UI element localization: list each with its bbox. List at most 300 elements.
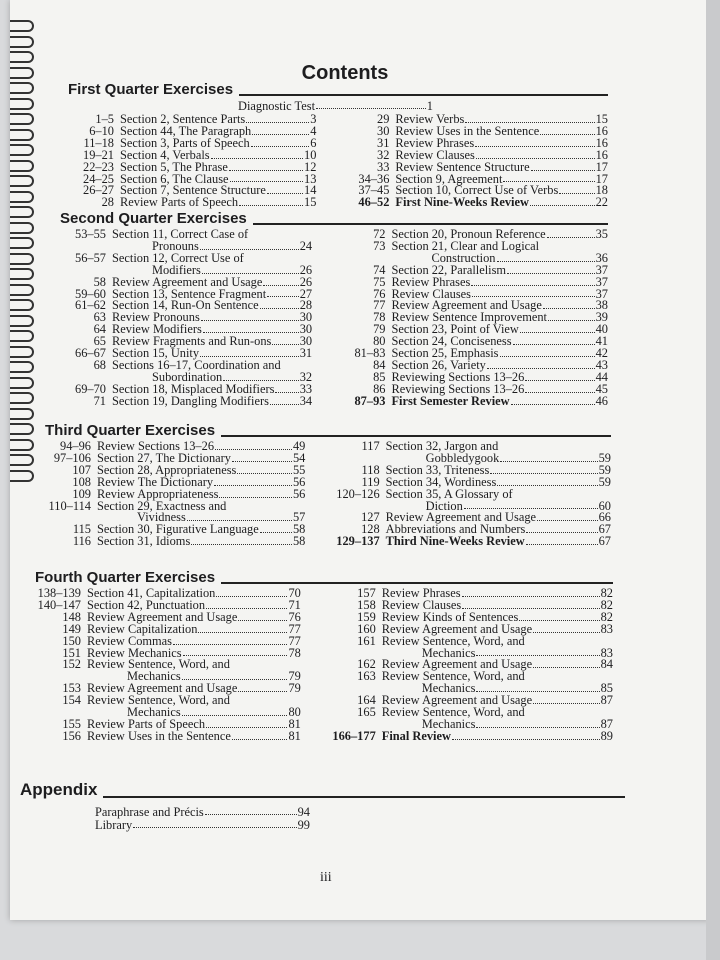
spiral-coil xyxy=(10,129,34,141)
entry-title: Section 26, Variety xyxy=(391,357,486,372)
spiral-coil xyxy=(10,315,34,327)
exercise-number: 158 xyxy=(357,597,376,612)
spiral-coil xyxy=(10,144,34,156)
dot-leader xyxy=(530,197,595,206)
exercise-number: 87–93 xyxy=(354,393,386,408)
entry-page: 26 xyxy=(299,262,313,277)
exercise-number: 66–67 xyxy=(75,346,106,361)
entry-title: Review Clauses xyxy=(395,147,475,162)
entry-title: Modifiers xyxy=(152,262,201,277)
entry-title: Review Phrases xyxy=(395,135,475,150)
dot-leader xyxy=(465,114,594,123)
toc-column-left xyxy=(45,441,305,548)
dot-leader xyxy=(211,150,303,159)
spiral-coil xyxy=(10,113,34,125)
exercise-number: 162 xyxy=(357,657,376,672)
exercise-number: 19–21 xyxy=(83,147,114,162)
toc-entry xyxy=(343,197,608,209)
exercise-number: 68 xyxy=(93,357,106,372)
book-page xyxy=(10,0,710,920)
spiral-coil xyxy=(10,253,34,265)
dot-leader xyxy=(476,648,599,657)
section-heading xyxy=(60,209,608,227)
entry-page: 66 xyxy=(598,510,611,525)
exercise-number: 148 xyxy=(62,609,81,624)
entry-page: 89 xyxy=(600,728,613,743)
entry-text xyxy=(112,250,313,277)
dot-leader xyxy=(500,348,595,357)
section-heading-text: Fourth Quarter Exercises xyxy=(35,569,216,586)
entry-title: Section 11, Correct Case of xyxy=(112,227,249,241)
entry-text xyxy=(97,536,305,548)
entry-title: Section 3, Parts of Speech xyxy=(120,135,250,150)
entry-title: Review Pronouns xyxy=(112,310,200,325)
entry-page: 37 xyxy=(595,262,608,277)
entry-line xyxy=(97,498,305,513)
dot-leader xyxy=(206,600,287,609)
entry-title: Gobbledygook xyxy=(425,450,500,465)
exercise-number: 97–106 xyxy=(53,450,91,465)
exercise-number: 78 xyxy=(373,310,386,325)
exercise-number: 71 xyxy=(93,393,106,408)
entry-page: 82 xyxy=(600,586,613,600)
toc-entry xyxy=(60,357,313,384)
section-heading xyxy=(35,568,613,586)
entry-line xyxy=(87,659,301,671)
dot-leader xyxy=(507,265,595,274)
exercise-number: 107 xyxy=(72,462,91,477)
dot-leader xyxy=(452,731,600,740)
entry-page: 49 xyxy=(292,439,306,453)
entry-title: Review Phrases xyxy=(381,586,461,600)
spiral-coil xyxy=(10,330,34,342)
exercise-number: 28 xyxy=(101,195,114,210)
exercise-number: 127 xyxy=(361,510,380,525)
dot-leader xyxy=(540,126,594,135)
entry-page: 15 xyxy=(595,112,608,126)
entry-text xyxy=(385,486,611,513)
entry-title: Review Uses in the Sentence xyxy=(87,728,231,743)
entry-page: 26 xyxy=(299,274,313,289)
entry-title: Section 28, Appropriateness xyxy=(97,462,237,477)
exercise-number: 163 xyxy=(357,669,376,684)
dot-leader xyxy=(476,683,599,692)
entry-line xyxy=(382,671,613,683)
entry-page: 80 xyxy=(288,705,301,720)
entry-page: 31 xyxy=(299,346,313,361)
dot-leader xyxy=(246,114,309,123)
entry-title: Review Appropriateness xyxy=(97,486,219,501)
dot-leader xyxy=(215,441,292,450)
toc-entry xyxy=(334,441,611,465)
entry-page: 12 xyxy=(304,159,317,174)
toc-entry xyxy=(330,633,613,660)
entry-title: Diction xyxy=(425,498,463,513)
exercise-number: 64 xyxy=(93,322,106,337)
spiral-coil xyxy=(10,423,34,435)
entry-page: 30 xyxy=(299,322,313,337)
spiral-coil xyxy=(10,268,34,280)
dot-leader xyxy=(203,324,299,333)
dot-leader xyxy=(519,612,599,621)
entry-title: Third Nine-Weeks Review xyxy=(385,534,525,549)
toc-entry xyxy=(334,536,611,548)
entry-title: Section 15, Unity xyxy=(112,346,200,361)
entry-page: 1 xyxy=(426,99,433,113)
toc-entry xyxy=(45,536,305,548)
toc-entry xyxy=(330,671,613,695)
entry-title: Review Sentence Structure xyxy=(395,159,530,174)
entry-page: 15 xyxy=(304,195,317,210)
exercise-number: 138–139 xyxy=(37,586,81,600)
entry-title: Review Uses in the Sentence xyxy=(395,123,540,138)
dot-leader xyxy=(526,524,597,533)
entry-title: Section 6, The Clause xyxy=(120,171,229,186)
spiral-binding xyxy=(10,20,38,880)
dot-leader xyxy=(476,150,595,159)
entry-title: Reviewing Sections 13–26 xyxy=(391,369,525,384)
heading-rule xyxy=(221,435,611,437)
entry-page: 27 xyxy=(299,286,313,301)
entry-title: Mechanics xyxy=(421,645,476,660)
toc-entry xyxy=(60,393,313,408)
dot-leader xyxy=(533,624,599,633)
entry-page: 10 xyxy=(304,147,317,162)
entry-title: Section 27, The Dictionary xyxy=(97,450,231,465)
entry-title: Review Mechanics xyxy=(87,645,182,660)
spiral-coil xyxy=(10,392,34,404)
exercise-number: 115 xyxy=(72,522,91,537)
entry-page: 41 xyxy=(595,334,608,349)
exercise-number: 157 xyxy=(357,586,376,600)
entry-page: 67 xyxy=(598,522,611,537)
exercise-number: 76 xyxy=(373,286,386,301)
entry-page: 79 xyxy=(288,681,301,696)
section-second-quarter xyxy=(60,209,608,408)
entry-title: Section 35, A Glossary of xyxy=(385,486,513,501)
entry-page: 43 xyxy=(595,357,608,372)
exercise-number: 116 xyxy=(72,534,91,549)
entry-page: 56 xyxy=(292,474,306,489)
entry-title: Section 24, Conciseness xyxy=(391,334,512,349)
spiral-coil xyxy=(10,191,34,203)
dot-leader xyxy=(267,185,303,194)
dot-leader xyxy=(263,277,298,286)
exercise-number: 61–62 xyxy=(75,298,106,313)
exercise-number: 26–27 xyxy=(83,183,114,198)
spiral-coil xyxy=(10,20,34,32)
entry-title: Section 33, Triteness xyxy=(385,462,490,477)
exercise-number: 58 xyxy=(93,274,106,289)
toc-entry xyxy=(68,197,316,209)
dot-leader xyxy=(198,624,287,633)
entry-title: Review Clauses xyxy=(381,597,462,612)
spiral-coil xyxy=(10,206,34,218)
entry-page: 22 xyxy=(595,195,608,210)
entry-page: 84 xyxy=(600,657,613,672)
dot-leader xyxy=(471,277,594,286)
exercise-number: 140–147 xyxy=(37,597,81,612)
dot-leader xyxy=(173,636,287,645)
exercise-number: 24–25 xyxy=(83,171,114,186)
entry-title: Section 13, Sentence Fragment xyxy=(112,286,267,301)
entry-title: Section 25, Emphasis xyxy=(391,346,499,361)
dot-leader xyxy=(497,253,595,262)
section-heading xyxy=(45,421,611,439)
exercise-number: 72 xyxy=(373,227,386,241)
dot-leader xyxy=(200,348,299,357)
entry-title: Section 30, Figurative Language xyxy=(97,522,259,537)
dot-leader xyxy=(270,396,299,405)
dot-leader xyxy=(272,336,298,345)
entry-title: Construction xyxy=(431,250,496,265)
entry-title: Review Agreement and Usage xyxy=(87,609,238,624)
dot-leader xyxy=(182,671,288,680)
exercise-number: 75 xyxy=(373,274,386,289)
entry-title: Review Fragments and Run-ons xyxy=(112,334,272,349)
exercise-number: 151 xyxy=(62,645,81,660)
entry-title: Review Sentence, Word, and xyxy=(87,657,230,672)
dot-leader xyxy=(238,683,287,692)
entry-text xyxy=(381,633,613,660)
entry-page: 59 xyxy=(598,450,611,465)
entry-page: 58 xyxy=(292,534,306,549)
dot-leader xyxy=(260,524,292,533)
entry-title: Final Review xyxy=(381,728,451,743)
spiral-coil xyxy=(10,284,34,296)
entry-title: Section 19, Dangling Modifiers xyxy=(112,393,269,408)
entry-title: Section 18, Misplaced Modifiers xyxy=(112,381,275,396)
dot-leader xyxy=(464,501,598,510)
exercise-number: 33 xyxy=(377,159,390,174)
exercise-number: 56–57 xyxy=(75,250,106,265)
entry-page: 30 xyxy=(299,334,313,349)
page-edge xyxy=(706,0,720,960)
exercise-number: 164 xyxy=(357,693,376,708)
toc-entry xyxy=(330,728,613,743)
entry-line xyxy=(87,695,301,707)
exercise-number: 46–52 xyxy=(358,195,390,210)
entry-title: Paraphrase and Précis xyxy=(95,805,204,819)
entry-page: 34 xyxy=(299,393,313,408)
entry-title: Diagnostic Test xyxy=(238,99,316,113)
exercise-number: 94–96 xyxy=(60,439,91,453)
entry-text xyxy=(112,229,312,253)
dot-leader xyxy=(487,360,595,369)
dot-leader xyxy=(533,659,599,668)
entry-text xyxy=(382,707,613,731)
entry-page: 32 xyxy=(299,369,313,384)
dot-leader xyxy=(497,477,597,486)
entry-page: 24 xyxy=(299,238,313,253)
entry-title: Review Parts of Speech xyxy=(87,716,206,731)
heading-rule xyxy=(221,582,613,584)
entry-title: Review The Dictionary xyxy=(97,474,214,489)
entry-title: Review Agreement and Usage xyxy=(112,274,263,289)
dot-leader xyxy=(205,806,297,815)
dot-leader xyxy=(238,612,287,621)
entry-page: 70 xyxy=(288,586,301,600)
dot-leader xyxy=(275,384,298,393)
entry-title: First Nine-Weeks Review xyxy=(395,195,529,210)
toc-entry xyxy=(330,707,613,731)
entry-title: Review Agreement and Usage xyxy=(385,510,537,525)
entry-page: 82 xyxy=(600,597,613,612)
exercise-number: 166–177 xyxy=(332,728,376,743)
toc-entry xyxy=(45,498,306,525)
exercise-number: 84 xyxy=(373,357,386,372)
exercise-number: 154 xyxy=(62,693,81,708)
entry-page: 76 xyxy=(288,609,301,624)
entry-page: 59 xyxy=(598,474,611,489)
entry-page: 13 xyxy=(304,171,317,186)
exercise-number: 150 xyxy=(62,633,81,648)
section-heading-text: Third Quarter Exercises xyxy=(45,422,216,439)
exercise-number: 29 xyxy=(377,112,390,126)
entry-title: Section 23, Point of View xyxy=(391,322,519,337)
heading-rule xyxy=(103,796,625,798)
exercise-number: 159 xyxy=(357,609,376,624)
section-heading-text: Appendix xyxy=(20,780,98,799)
dot-leader xyxy=(462,600,599,609)
entry-page: 38 xyxy=(595,298,608,313)
entry-text xyxy=(87,728,301,743)
entry-title: Section 42, Punctuation xyxy=(87,597,206,612)
entry-page: 42 xyxy=(595,346,608,361)
entry-title: Review Modifiers xyxy=(112,322,202,337)
entry-title: Vividness xyxy=(137,510,186,525)
dot-leader xyxy=(462,588,600,597)
entry-title: Mechanics xyxy=(421,716,476,731)
entry-page: 44 xyxy=(595,369,608,384)
spiral-coil xyxy=(10,98,34,110)
entry-title: Section 20, Pronoun Reference xyxy=(391,227,546,241)
exercise-number: 31 xyxy=(377,135,390,150)
dot-leader xyxy=(537,512,598,521)
spiral-coil xyxy=(10,175,34,187)
entry-title: Review Sentence, Word, and xyxy=(381,633,525,648)
toc-entry xyxy=(95,806,310,818)
spiral-coil xyxy=(10,346,34,358)
entry-text xyxy=(386,536,611,548)
toc-column-right xyxy=(343,114,608,209)
entry-page: 39 xyxy=(595,310,608,325)
entry-text xyxy=(391,238,608,265)
toc-entry-diagnostic xyxy=(238,100,433,112)
dot-leader xyxy=(230,174,303,183)
entry-page: 33 xyxy=(299,381,313,396)
entry-line xyxy=(385,486,611,501)
exercise-number: 1–5 xyxy=(95,112,114,126)
dot-leader xyxy=(525,372,594,381)
dot-leader xyxy=(513,336,595,345)
entry-page: 17 xyxy=(595,171,608,186)
entry-title: Review Clauses xyxy=(391,286,471,301)
dot-leader xyxy=(520,324,595,333)
toc-entry xyxy=(60,250,313,277)
entry-page: 16 xyxy=(595,135,608,150)
spiral-coil xyxy=(10,361,34,373)
page-number: iii xyxy=(320,870,332,885)
entry-page: 3 xyxy=(310,112,317,126)
spiral-coil xyxy=(10,454,34,466)
exercise-number: 110–114 xyxy=(48,498,91,513)
entry-page: 81 xyxy=(288,728,301,743)
entry-page: 77 xyxy=(288,633,301,648)
toc-entry xyxy=(35,659,301,683)
entry-title: Review Sentence, Word, and xyxy=(381,669,525,684)
dot-leader xyxy=(216,588,287,597)
toc-column-left xyxy=(68,114,316,209)
section-appendix xyxy=(20,782,625,831)
entry-title: Abbreviations and Numbers xyxy=(385,522,526,537)
exercise-number: 108 xyxy=(72,474,91,489)
exercise-number: 85 xyxy=(373,369,386,384)
exercise-number: 160 xyxy=(357,621,376,636)
entry-page: 57 xyxy=(292,510,306,525)
dot-leader xyxy=(232,731,288,740)
exercise-number: 161 xyxy=(357,633,376,648)
entry-title: Review Agreement and Usage xyxy=(391,298,542,313)
dot-leader xyxy=(202,265,299,274)
entry-title: First Semester Review xyxy=(391,393,510,408)
entry-page: 94 xyxy=(297,805,310,819)
dot-leader xyxy=(472,289,595,298)
entry-text xyxy=(112,357,313,384)
entry-line xyxy=(391,393,608,408)
dot-leader xyxy=(219,489,292,498)
heading-rule xyxy=(253,223,608,225)
entry-line xyxy=(97,536,305,548)
entry-title: Reviewing Sections 13–26 xyxy=(391,381,525,396)
dot-leader xyxy=(183,648,288,657)
exercise-number: 81–83 xyxy=(354,346,386,361)
spiral-coil xyxy=(10,36,34,48)
dot-leader xyxy=(511,396,595,405)
dot-leader xyxy=(223,372,298,381)
exercise-number: 30 xyxy=(377,123,390,138)
dot-leader xyxy=(476,719,599,728)
entry-title: Mechanics xyxy=(421,681,476,696)
toc-entry xyxy=(60,229,312,253)
dot-leader xyxy=(206,719,287,728)
dot-leader xyxy=(531,162,595,171)
entry-title: Sections 16–17, Coordination and xyxy=(112,357,281,372)
exercise-number: 80 xyxy=(373,334,386,349)
entry-title: Section 5, The Phrase xyxy=(120,159,228,174)
entry-page: 16 xyxy=(595,123,608,138)
toc-entry xyxy=(35,695,301,719)
entry-page: 83 xyxy=(600,621,613,636)
entry-page: 16 xyxy=(595,147,608,162)
exercise-number: 53–55 xyxy=(75,227,106,241)
entry-title: Review Capitalization xyxy=(87,621,198,636)
entry-page: 30 xyxy=(299,310,313,325)
entry-title: Review Parts of Speech xyxy=(120,195,239,210)
entry-title: Review Phrases xyxy=(391,274,471,289)
dot-leader xyxy=(232,453,292,462)
toc-entry xyxy=(35,728,301,743)
entry-page: 36 xyxy=(595,250,608,265)
exercise-number: 63 xyxy=(93,310,106,325)
entry-title: Section 41, Capitalization xyxy=(87,586,216,600)
entry-page: 28 xyxy=(299,298,313,313)
spiral-coil xyxy=(10,377,34,389)
entry-page: 56 xyxy=(292,486,306,501)
entry-page: 78 xyxy=(288,645,301,660)
dot-leader xyxy=(548,312,595,321)
exercise-number: 22–23 xyxy=(83,159,114,174)
